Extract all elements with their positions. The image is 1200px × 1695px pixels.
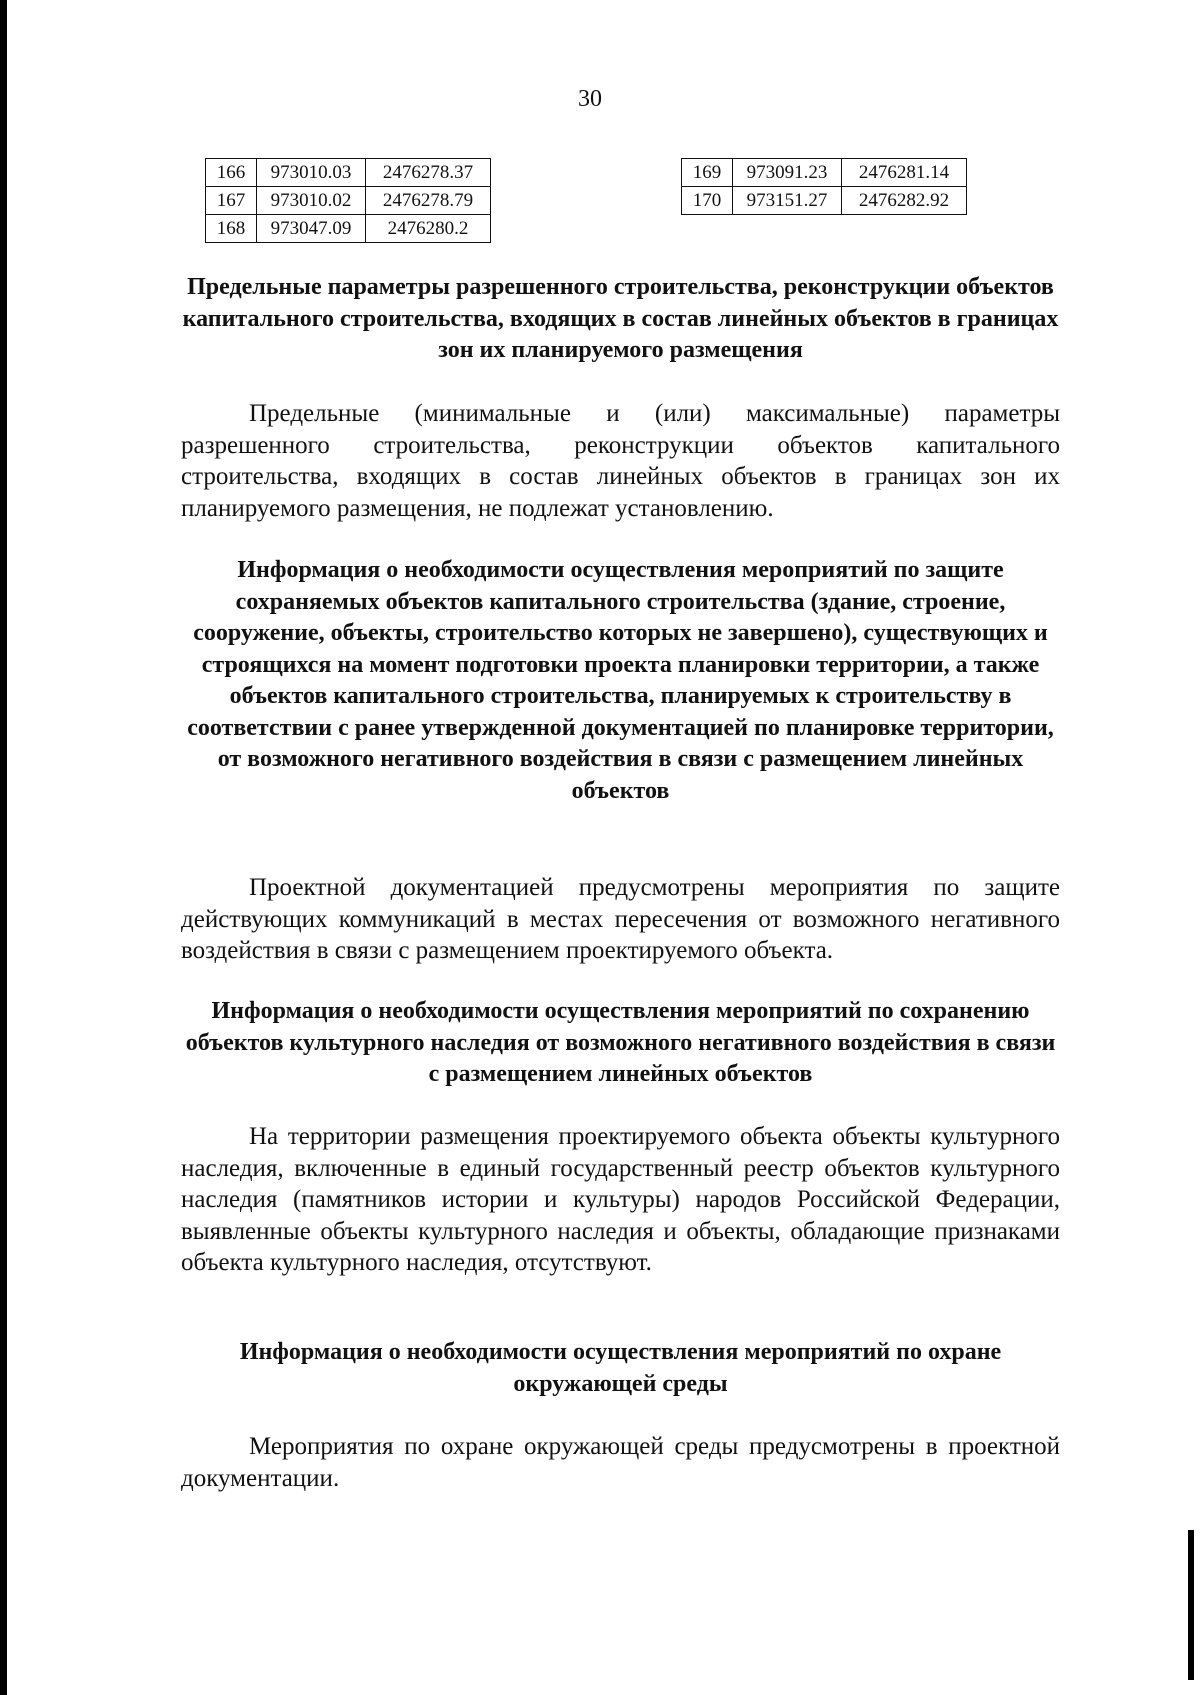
scan-edge-right [1188, 1530, 1194, 1680]
x-coordinate-cell: 973091.23 [733, 159, 842, 187]
section-text-protection-of-objects: Проектной документацией предусмотрены мероприятия по защите действующих коммуникаций в местах пересечения от возможного негативного воздействия в связи с размещением проектируемого объекта. [181, 874, 1060, 964]
scan-edge-left [0, 0, 7, 1695]
section-heading-construction-parameters: Предельные параметры разрешенного строительства, реконструкции объектов капитального строительства, входящих в состав линейных объектов в границах зон их планируемого размещения [182, 274, 1059, 363]
coordinates-table-left [205, 158, 491, 243]
section-text-construction-parameters: Предельные (минимальные и (или) максимальные) параметры разрешенного строительства, реконструкции объектов капитального строительства, входящих в состав линейных объектов в границах зон их планируемого размещения, не подлежат установлению. [181, 400, 1060, 522]
y-coordinate-cell: 2476281.14 [842, 159, 967, 187]
x-coordinate-cell: 973047.09 [257, 215, 366, 243]
table-row [206, 159, 491, 187]
point-number-cell: 167 [206, 187, 257, 215]
table-row [206, 215, 491, 243]
coordinates-table-right [681, 158, 967, 215]
table-row [206, 187, 491, 215]
point-number-cell: 170 [682, 187, 733, 215]
table-row [682, 187, 967, 215]
point-number-cell: 169 [682, 159, 733, 187]
x-coordinate-cell: 973151.27 [733, 187, 842, 215]
section-heading-cultural-heritage: Информация о необходимости осуществления мероприятий по сохранению объектов культурного наследия от возможного негативного воздействия в связи с размещением линейных объектов [185, 998, 1056, 1087]
table-row [682, 159, 967, 187]
section-heading-environment-protection: Информация о необходимости осуществления мероприятий по охране окружающей среды [239, 1339, 1002, 1397]
point-number-cell: 168 [206, 215, 257, 243]
y-coordinate-cell: 2476278.37 [366, 159, 491, 187]
page-number: 30 [578, 86, 602, 112]
section-text-environment-protection: Мероприятия по охране окружающей среды предусмотрены в проектной документации. [181, 1433, 1060, 1492]
x-coordinate-cell: 973010.02 [257, 187, 366, 215]
x-coordinate-cell: 973010.03 [257, 159, 366, 187]
point-number-cell: 166 [206, 159, 257, 187]
y-coordinate-cell: 2476280.2 [366, 215, 491, 243]
section-text-cultural-heritage: На территории размещения проектируемого объекта объекты культурного наследия, включенные в единый государственный реестр объектов культурного наследия (памятников истории и культуры) народов Российской Федерации, выявленные объекты культурного наследия и объекты, обладающие признаками объекта культурного наследия, отсутствуют. [181, 1123, 1060, 1276]
y-coordinate-cell: 2476282.92 [842, 187, 967, 215]
y-coordinate-cell: 2476278.79 [366, 187, 491, 215]
section-heading-protection-of-objects: Информация о необходимости осуществления мероприятий по защите сохраняемых объектов капитального строительства (здание, строение, сооружение, объекты, строительство которых не завершено), существующих и строящихся на момент подготовки проекта планировки территории, а также объектов капитального строительства, планируемых к строительству в соответствии с ранее утвержденной документацией по планировке территории, от возможного негативного воздействия в связи с размещением линейных объектов [187, 557, 1054, 804]
